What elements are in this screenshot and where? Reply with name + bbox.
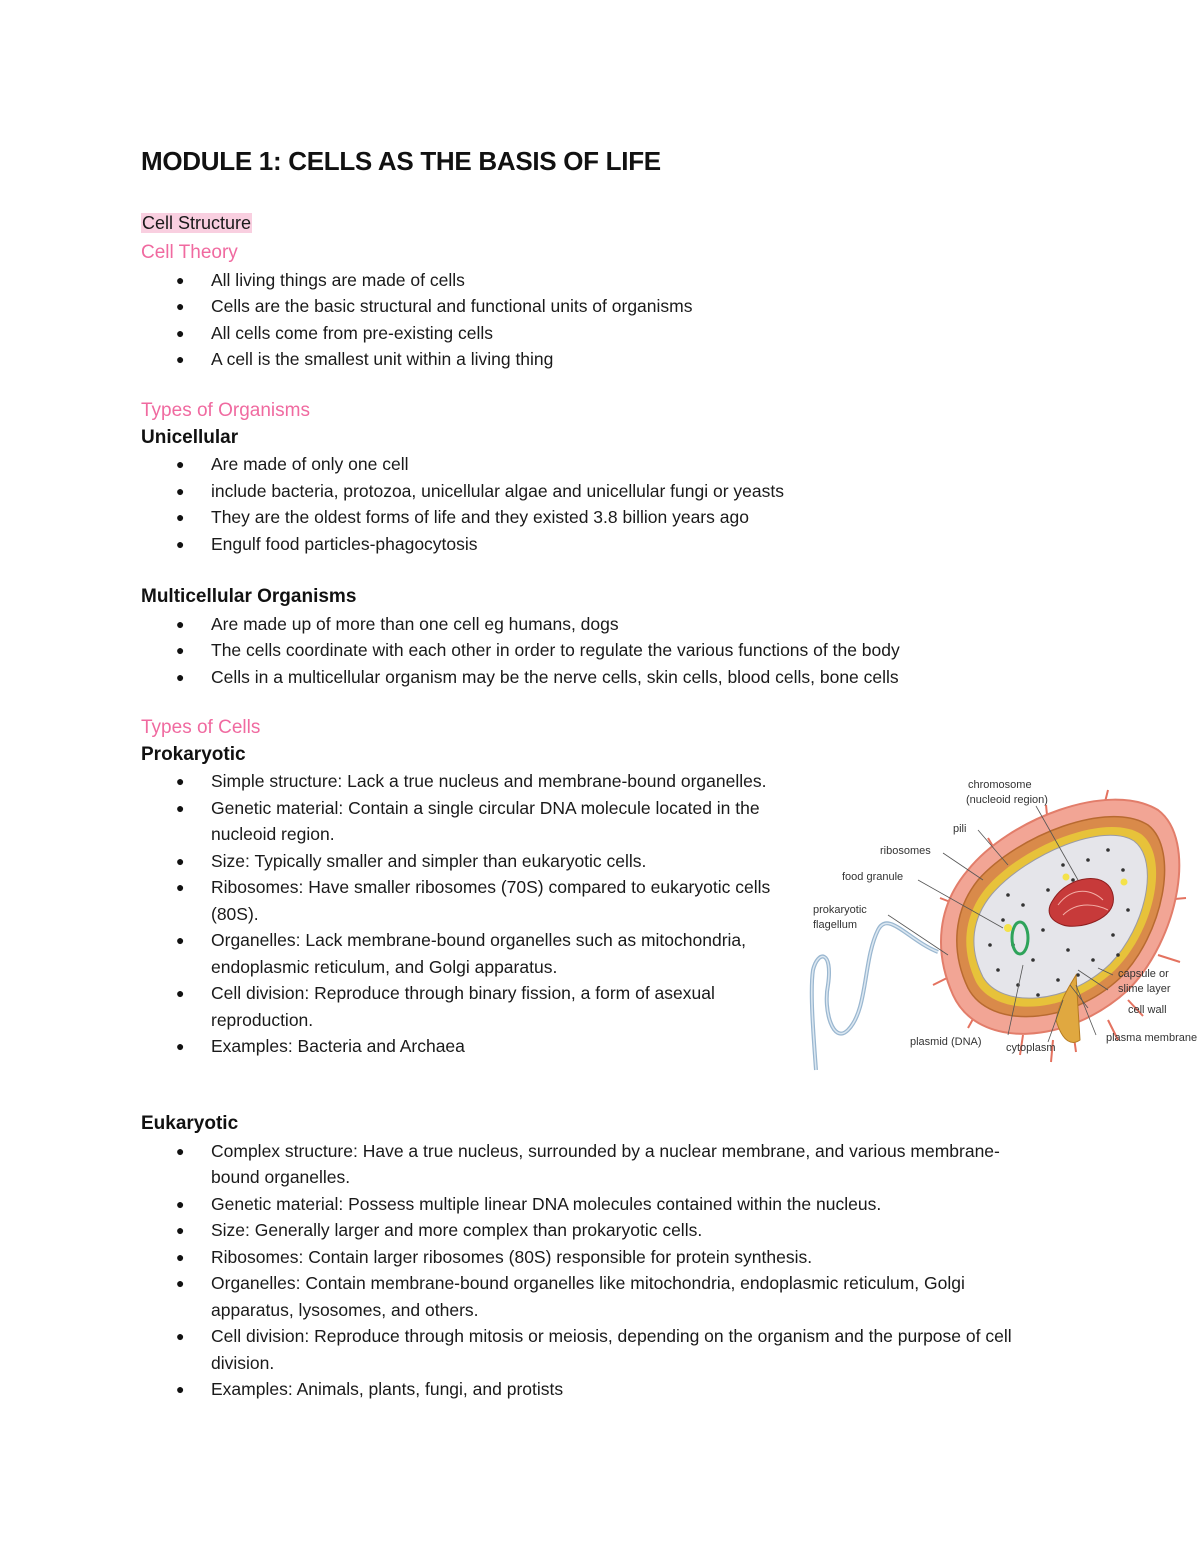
list-item: ● Simple structure: Lack a true nucleus and membrane-bound organelles. [141,768,771,795]
bullet-icon: ● [176,324,185,341]
label-flagellum-2: flagellum [813,919,858,931]
label-cytoplasm: cytoplasm [1006,1042,1056,1054]
list-item: ● They are the oldest forms of life and they existed 3.8 billion years ago [141,504,784,531]
prokaryotic-cell-diagram [808,770,1200,1075]
bullet-icon: ● [176,1038,185,1054]
bullet-icon: ● [176,668,185,685]
bullet-icon: ● [176,298,185,314]
list-item: ● Examples: Animals, plants, fungi, and protists [141,1376,1051,1403]
bullet-icon: ● [176,985,185,1001]
cell-theory-list [141,267,693,373]
label-chromosome: chromosome [968,779,1032,791]
prokaryotic-heading: Prokaryotic [141,743,246,765]
label-capsule-2: slime layer [1118,983,1171,995]
prokaryotic-list [141,768,811,1060]
unicellular-list [141,451,784,557]
multicellular-section [141,584,900,690]
list-item: ● Ribosomes: Have smaller ribosomes (70S) compared to eukaryotic cells (80S). [141,874,801,927]
list-item: ● include bacteria, protozoa, unicellular algae and unicellular fungi or yeasts [141,478,784,505]
list-item: ● Cells in a multicellular organism may be the nerve cells, skin cells, blood cells, bone cells [141,664,900,691]
bullet-icon: ● [176,535,185,552]
list-item: ● Genetic material: Contain a single circular DNA molecule located in the nucleoid region. [141,795,791,848]
label-nucleoid: (nucleoid region) [966,794,1048,806]
page-title: MODULE 1: CELLS AS THE BASIS OF LIFE [141,146,661,176]
bullet-icon: ● [176,852,185,869]
types-of-organisms-section [141,398,784,557]
bullet-icon: ● [176,1328,185,1344]
list-item: ● Cells are the basic structural and functional units of organisms [141,293,693,320]
multicellular-list [141,611,900,691]
bullet-icon: ● [176,615,185,632]
list-item: ● Genetic material: Possess multiple linear DNA molecules contained within the nucleus. [141,1191,1051,1218]
bullet-icon: ● [176,799,185,816]
bullet-icon: ● [176,879,185,895]
list-item: ● Are made of only one cell [141,451,784,478]
label-plasmid: plasmid (DNA) [910,1036,982,1048]
label-ribosomes: ribosomes [880,845,931,857]
list-item: ● A cell is the smallest unit within a living thing [141,346,693,373]
bullet-icon: ● [176,271,185,288]
list-item: ● Organelles: Lack membrane-bound organelles such as mitochondria, endoplasmic reticulum, and Golgi apparatus. [141,927,771,980]
bullet-icon: ● [176,1381,185,1397]
bullet-icon: ● [176,456,185,472]
bullet-icon: ● [176,773,185,789]
cell-theory-heading: Cell Theory [141,242,238,263]
list-item: ● Cell division: Reproduce through binary fission, a form of asexual reproduction. [141,980,801,1033]
unicellular-heading: Unicellular [141,426,239,448]
list-item: ● Ribosomes: Contain larger ribosomes (80S) responsible for protein synthesis. [141,1244,1051,1271]
list-item: ● Are made up of more than one cell eg humans, dogs [141,611,900,638]
list-item: ● Examples: Bacteria and Archaea [141,1033,771,1060]
eukaryotic-heading: Eukaryotic [141,1113,239,1134]
cell-theory-section [141,210,693,373]
bullet-icon: ● [176,1275,185,1291]
bullet-icon: ● [176,1195,185,1212]
list-item: ● Size: Generally larger and more complex than prokaryotic cells. [141,1217,1051,1244]
label-capsule-1: capsule or [1118,968,1169,980]
bullet-icon: ● [176,1142,185,1159]
eukaryotic-section [141,1111,1051,1403]
food-granule-shape [1004,924,1012,932]
bullet-icon: ● [176,932,185,948]
bullet-icon: ● [176,509,185,525]
types-of-cells-section [141,715,811,1060]
list-item: ● All living things are made of cells [141,267,693,294]
list-item: ● Organelles: Contain membrane-bound organelles like mitochondria, endoplasmic reticulum, Golgi apparatus, lysosomes, and others. [141,1270,1051,1323]
types-of-organisms-heading: Types of Organisms [141,400,310,421]
bullet-icon: ● [176,351,185,367]
list-item: ● Complex structure: Have a true nucleus, surrounded by a nuclear membrane, and various membrane-bound organelles. [141,1138,1031,1191]
bullet-icon: ● [176,482,185,499]
list-item: ● Size: Typically smaller and simpler than eukaryotic cells. [141,848,811,875]
bullet-icon: ● [176,642,185,658]
label-pili: pili [953,823,967,835]
bullet-icon: ● [176,1248,185,1265]
bullet-icon: ● [176,1222,185,1238]
types-of-cells-heading: Types of Cells [141,717,261,738]
eukaryotic-list [141,1138,1051,1403]
list-item: ● Cell division: Reproduce through mitosis or meiosis, depending on the organism and the purpose of cell division. [141,1323,1031,1376]
cell-structure-heading: Cell Structure [142,213,252,233]
label-plasma-membrane: plasma membrane [1106,1032,1198,1044]
multicellular-heading: Multicellular Organisms [141,586,357,607]
list-item: ● All cells come from pre-existing cells [141,320,693,347]
label-food-granule: food granule [842,871,904,883]
list-item: ● The cells coordinate with each other in order to regulate the various functions of the body [141,637,900,664]
label-cell-wall: cell wall [1128,1004,1167,1016]
list-item: ● Engulf food particles-phagocytosis [141,531,784,558]
label-flagellum-1: prokaryotic [813,904,867,916]
